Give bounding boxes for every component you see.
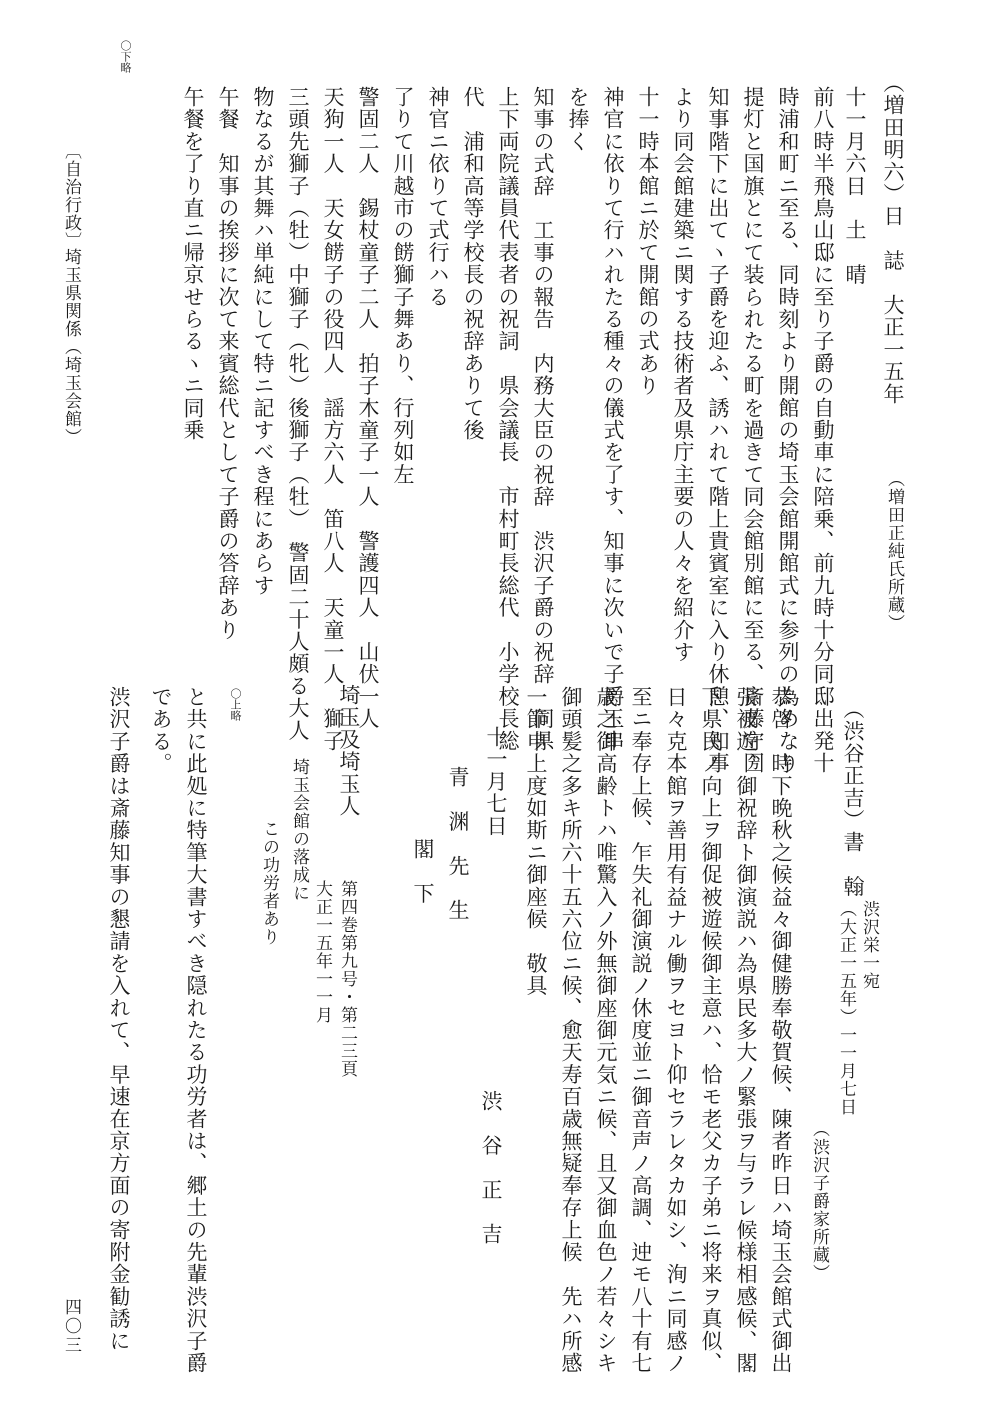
letter-source: （渋沢子爵家所蔵） <box>809 1120 829 1282</box>
diary-line: 時浦和町ニ至る、同時刻より開館の埼玉会館開館式に参列の為めなり <box>776 86 800 775</box>
letter-line: 一節申上度如斯ニ御座候 敬具 <box>524 686 548 997</box>
omission-note: 〇下略 <box>119 40 132 73</box>
letter-line: 御頭髪之多キ所六十五六位ニ候、愈天寿百歳無疑奉存上候 先ハ所感 <box>559 686 583 1375</box>
diary-line: 天狗一人 天女餝子の役四人 謡方六人 笛八人 天童一人 獅子 <box>321 86 345 752</box>
diary-line: 代 浦和高等学校長の祝辞ありて後 <box>461 86 485 442</box>
diary-line: 前八時半飛鳥山邸に至り子爵の自動車に陪乗、前九時十分同邸出発十 <box>811 86 835 775</box>
diary-source: （増田正純氏所蔵） <box>884 470 904 632</box>
letter-line: 恭啓 時下晩秋之候益々御健勝奉敬賀候、陳者昨日ハ埼玉会館式御出 <box>769 686 793 1375</box>
diary-line: 上下両院議員代表者の祝詞 県会議長 市村町長総代 小学校長総 <box>496 86 520 752</box>
letter-line: 下県民ノ向上ヲ御促被遊候御主意ハ、恰モ老父カ子弟ニ将来ヲ真似、 <box>699 686 723 1375</box>
diary-line: 午餐を了り直ニ帰京せらるヽニ同乗 <box>181 86 205 442</box>
article-subtitle: この功労者あり <box>259 820 279 946</box>
letter-line: 日々克本館ヲ善用有益ナル働ヲセヨト仰セラレタカ如シ、洵ニ同感ノ <box>664 686 688 1375</box>
body-line: である。 <box>149 686 173 775</box>
page-number: 四〇三 <box>61 1298 81 1355</box>
letter-recipient-honorific: 閣 下 <box>411 838 435 905</box>
letter-heading: （渋谷正吉）書 翰 <box>841 698 865 898</box>
diary-line: 十一時本館ニ於て開館の式あり <box>636 86 660 397</box>
diary-line: 神官に依りて行ハれたる種々の儀式を了す、知事に次いで子爵玉串 <box>601 86 625 752</box>
letter-line: 至ニ奉存上候、乍失礼御演説ノ休度並ニ御音声ノ高調、迚モ八十有七 <box>629 686 653 1375</box>
letter-line: 歳之御高齢トハ唯驚入ノ外無御座御元気ニ候、且又御血色ノ若々シキ <box>594 686 618 1375</box>
article-volume: 第四巻第九号・第二三頁 <box>337 880 357 1078</box>
diary-line: 神官ニ依りて式行ハる <box>426 86 450 308</box>
letter-addressee: 渋沢栄一宛 <box>859 900 879 990</box>
section-title: 埼玉県関係（埼玉会館） <box>61 248 81 446</box>
letter-recipient: 青 渊 先 生 <box>446 766 470 922</box>
diary-line: 警固二人 錫杖童子二人 拍子木童子一人 警護四人 山伏一人 <box>356 86 380 730</box>
body-line: 渋沢子爵は斎藤知事の懇請を入れて、早速在京方面の寄附金勧誘に <box>107 686 131 1352</box>
diary-line: 三頭先獅子（牡）中獅子（牝）後獅子（牡） 警固二十人頗る大人 <box>286 86 310 742</box>
diary-line: 十一月六日 土 晴 <box>843 86 867 286</box>
letter-sender: 渋 谷 正 吉 <box>479 1090 503 1246</box>
diary-line: より同会館建築ニ関する技術者及県庁主要の人々を紹介す <box>671 86 695 664</box>
diary-line: 提灯と国旗とにて装られたる町を過きて同会館別館に至る、斎藤守圀 <box>741 86 765 775</box>
letter-close-date: 十一月七日 <box>484 726 508 837</box>
omission-note: 〇上略 <box>229 688 242 721</box>
body-line: と共に此処に特筆大書すべき隠れたる功労者は、郷土の先輩渋沢子爵 <box>184 686 208 1375</box>
section-category: 〔自治行政〕 <box>61 142 81 250</box>
article-subtitle: 埼玉会館の落成に <box>289 758 309 902</box>
article-date: 大正一五年一一月 <box>312 880 332 1024</box>
diary-line: を捧く <box>566 86 590 153</box>
diary-line: 知事階下に出てヽ子爵を迎ふ、誘ハれて階上貴賓室に入り休憩、知事 <box>706 86 730 775</box>
article-title: 埼玉及埼玉人 <box>337 684 361 818</box>
letter-date: （大正一五年）一一月七日 <box>836 900 856 1116</box>
diary-line: 物なるが其舞ハ単純にして特ニ記すべき程にあらす <box>251 86 275 597</box>
diary-line: 了りて川越市の餝獅子舞あり、行列如左 <box>391 86 415 486</box>
diary-heading: （増田明六）日 誌 大正一五年 <box>881 72 905 405</box>
letter-line: 張被遊、御祝辞ト御演説ハ為県民多大ノ緊張ヲ与ラレ候様相感候、閣 <box>734 686 758 1375</box>
diary-line: 午餐 知事の挨拶に次て来賓総代として子爵の答辞あり <box>216 86 240 641</box>
diary-line: 知事の式辞 工事の報告 内務大臣の祝辞 渋沢子爵の祝辞 同県 <box>531 86 555 752</box>
